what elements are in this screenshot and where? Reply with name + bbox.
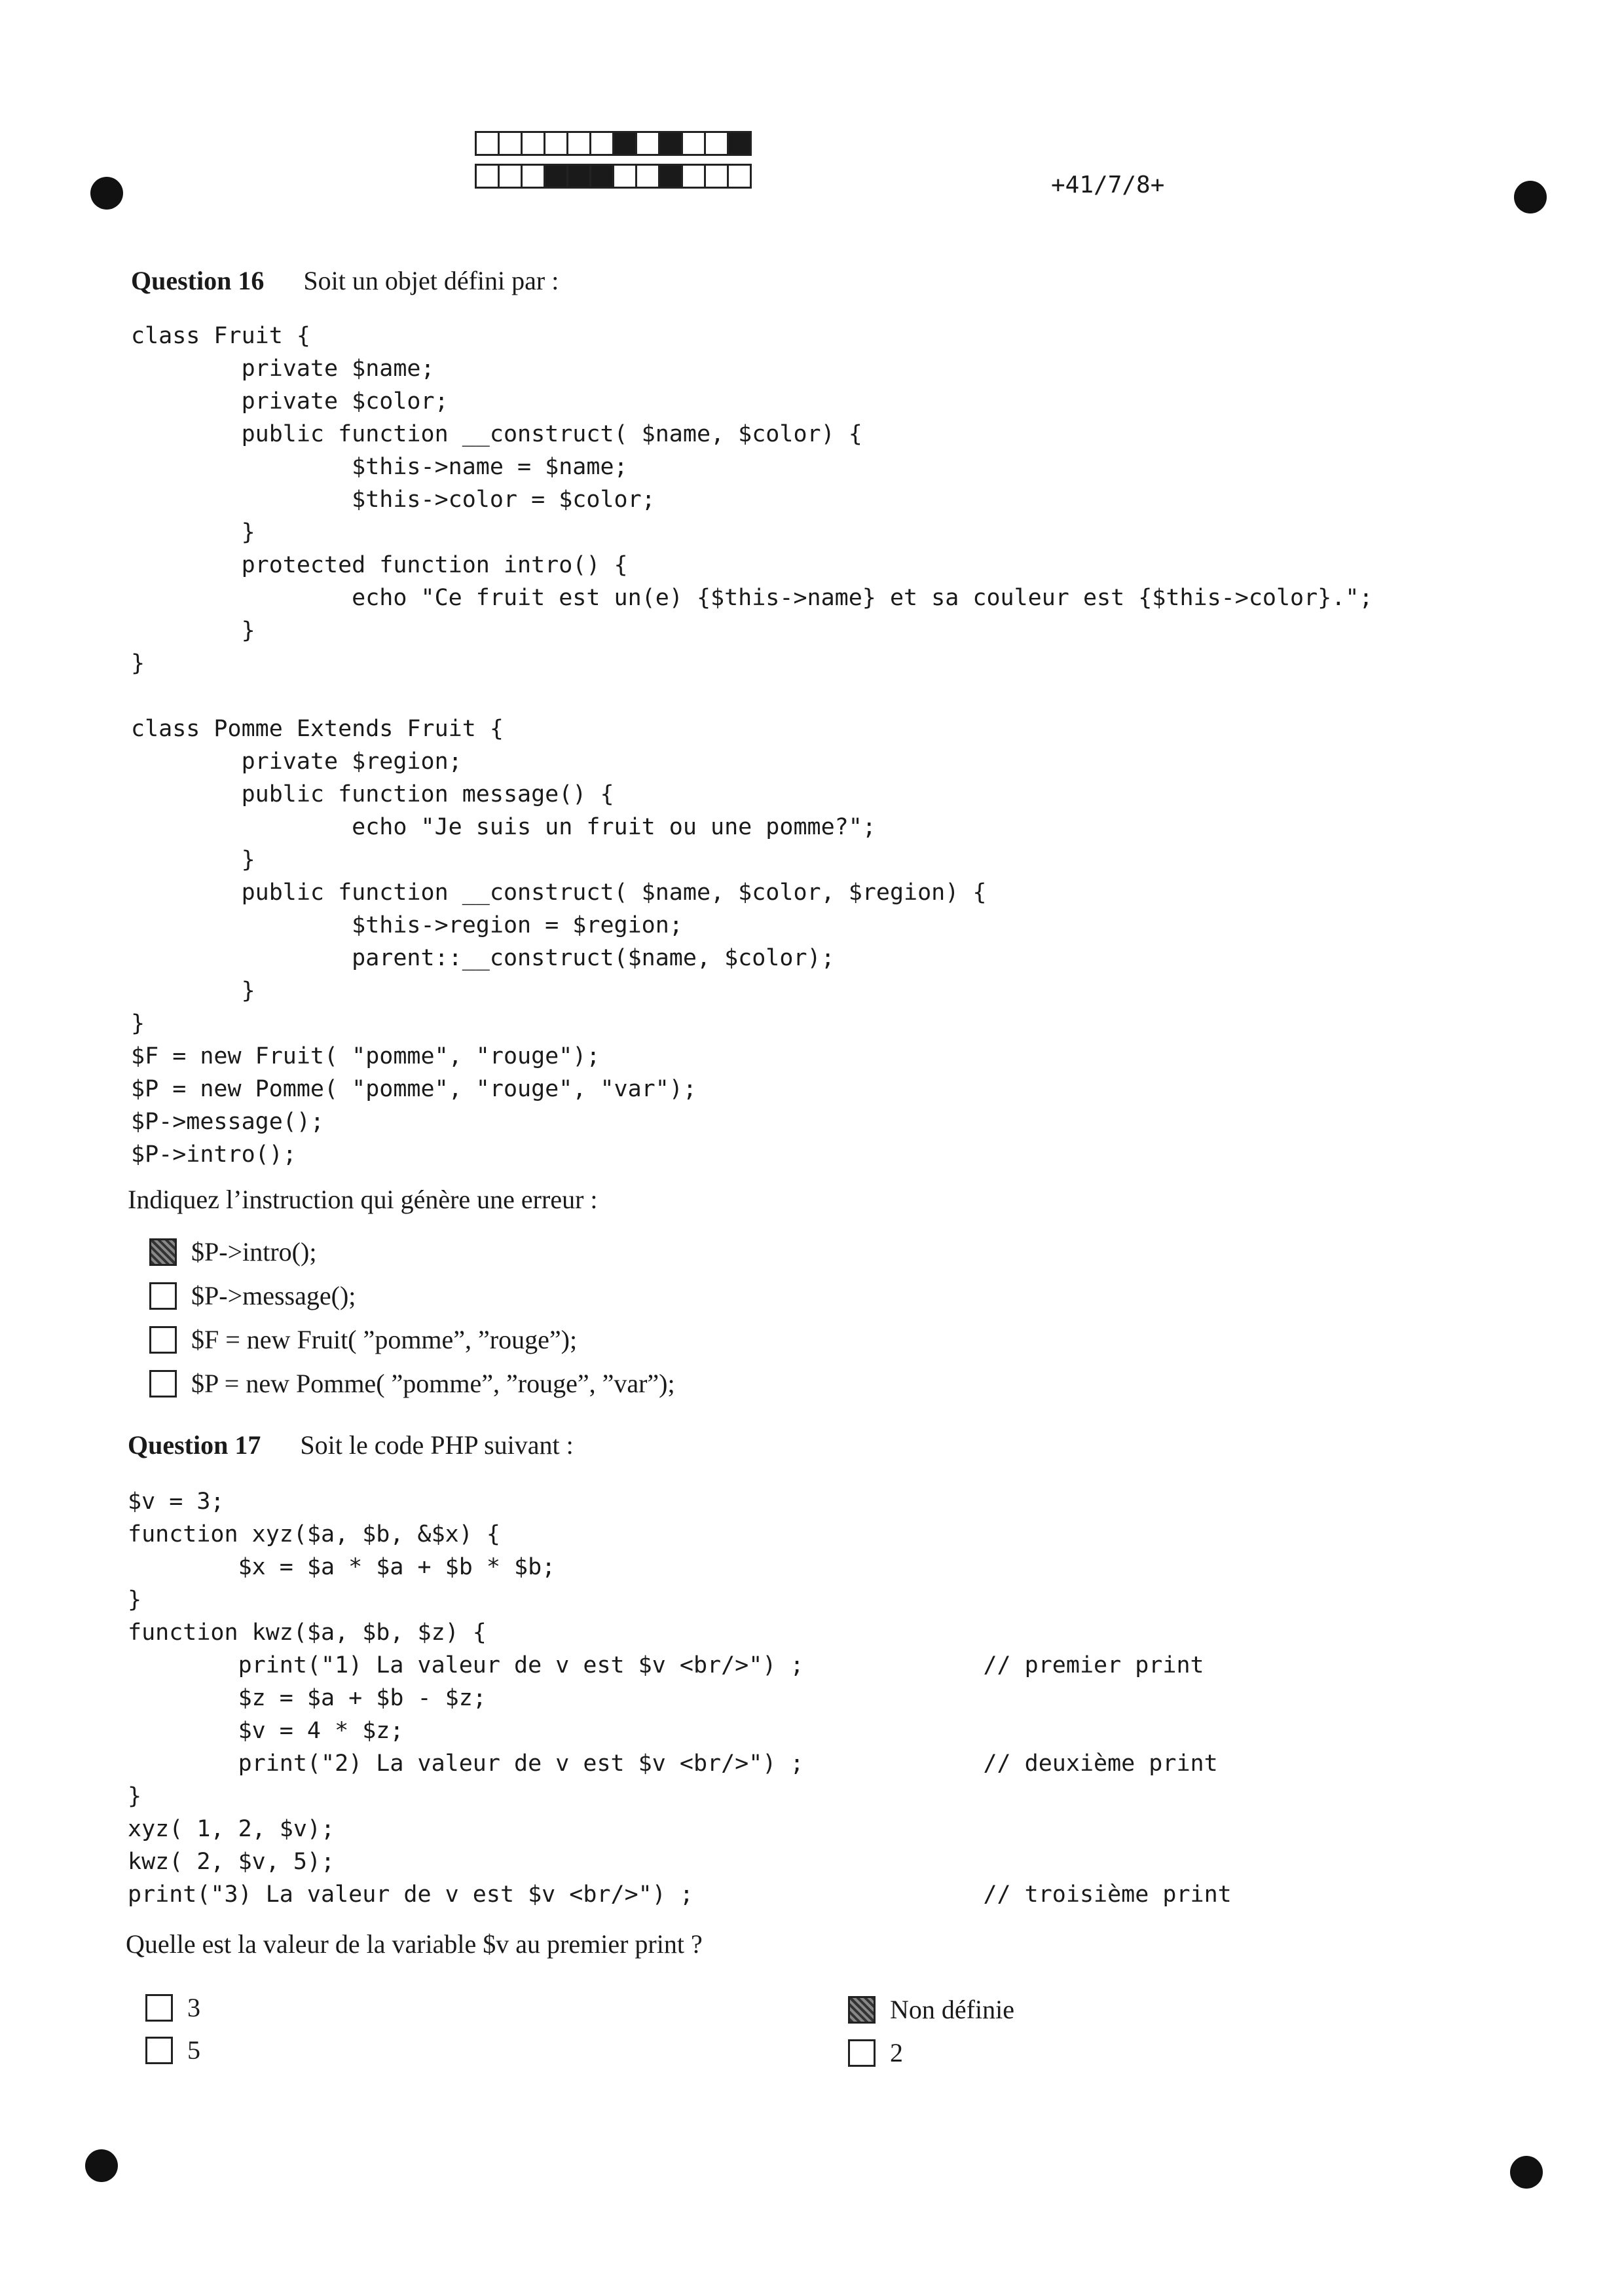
barcode-cell	[635, 131, 660, 156]
question-17-code: $v = 3; function xyz($a, $b, &$x) { $x = $a * $a + $b * $b; } function kwz($a, $b, $z) { print("1) La valeur de v est $v <br/>") ; // premier print $z = $a + $b - $z; $v = 4 * $z; print("2) La valeur de v est $v <br/>") ; // deuxième print } xyz( 1, 2, $v); kwz( 2, $v, 5); print("3) La valeur de v est $v <br/>") ; // troisième print	[128, 1489, 1232, 1908]
barcode-cell	[566, 164, 591, 189]
barcode-cell	[612, 164, 637, 189]
barcode-cell	[475, 164, 500, 189]
registration-dot-bottom-left	[85, 2149, 118, 2182]
barcode-cell	[475, 131, 500, 156]
q16-option-1[interactable]	[149, 1236, 316, 1267]
option-label: $P->intro();	[191, 1237, 317, 1267]
barcode-cell	[658, 131, 683, 156]
option-label: $P = new Pomme( ”pomme”, ”rouge”, ”var”);	[191, 1369, 675, 1398]
checkbox[interactable]	[149, 1282, 177, 1310]
barcode-cell	[635, 164, 660, 189]
question-16-heading	[131, 265, 559, 296]
option-label: 2	[890, 2038, 903, 2067]
question-label: Question 16	[131, 266, 265, 295]
barcode-cell	[521, 131, 545, 156]
checkbox[interactable]	[848, 1996, 876, 2024]
question-17-prompt: Quelle est la valeur de la variable $v au premier print ?	[126, 1929, 703, 1959]
checkbox[interactable]	[149, 1326, 177, 1354]
option-label: $F = new Fruit( ”pomme”, ”rouge”);	[191, 1325, 578, 1354]
barcode-cell	[658, 164, 683, 189]
barcode-row-2	[477, 164, 752, 189]
q17-option-4[interactable]	[848, 2037, 903, 2068]
checkbox[interactable]	[145, 1994, 173, 2022]
barcode-cell	[544, 164, 568, 189]
barcode-cell	[681, 131, 706, 156]
page-id: +41/7/8+	[1051, 172, 1165, 198]
checkbox[interactable]	[145, 2037, 173, 2064]
barcode-cell	[704, 164, 729, 189]
barcode-cell	[498, 131, 523, 156]
checkbox[interactable]	[149, 1238, 177, 1266]
barcode-cell	[566, 131, 591, 156]
barcode-cell	[727, 131, 752, 156]
option-label: 3	[187, 1993, 200, 2022]
q16-option-2[interactable]	[149, 1280, 356, 1311]
question-intro: Soit un objet défini par :	[303, 266, 559, 295]
checkbox[interactable]	[149, 1370, 177, 1398]
checkbox[interactable]	[848, 2039, 876, 2067]
q17-option-3[interactable]	[145, 2035, 200, 2065]
barcode-cell	[612, 131, 637, 156]
q16-option-3[interactable]	[149, 1324, 577, 1355]
q17-option-1[interactable]	[145, 1992, 200, 2023]
option-label: 5	[187, 2035, 200, 2065]
registration-dot-top-left	[90, 177, 123, 210]
barcode-cell	[589, 164, 614, 189]
barcode-cell	[498, 164, 523, 189]
q16-option-4[interactable]	[149, 1368, 675, 1399]
q17-option-2[interactable]	[848, 1994, 1014, 2025]
question-label: Question 17	[128, 1430, 261, 1460]
barcode-cell	[521, 164, 545, 189]
question-16-prompt: Indiquez l’instruction qui génère une erreur :	[128, 1185, 598, 1214]
barcode-cell	[589, 131, 614, 156]
question-intro: Soit le code PHP suivant :	[300, 1430, 574, 1460]
option-label: Non définie	[890, 1995, 1014, 2024]
barcode-cell	[727, 164, 752, 189]
barcode-cell	[544, 131, 568, 156]
question-16-code: class Fruit { private $name; private $color; public function __construct( $name, $color) { $this->name = $name; $this->color = $color; } protected function intro() { echo "Ce fruit est un(e) {$this->name} et sa couleur est {$this->color}."; } } class Pomme Extends Fruit { private $region; public function message() { echo "Je suis un fruit ou une pomme?"; } public function __construct( $name, $color, $region) { $this->region = $region; parent::__construct($name, $color); } } $F = new Fruit( "pomme", "rouge"); $P = new Pomme( "pomme", "rouge", "var"); $P->message(); $P->intro();	[131, 323, 1373, 1168]
registration-dot-bottom-right	[1510, 2156, 1543, 2189]
registration-dot-top-right	[1514, 181, 1547, 213]
barcode-cell	[681, 164, 706, 189]
question-17-heading	[128, 1430, 574, 1460]
barcode-row-1	[477, 131, 752, 156]
barcode-cell	[704, 131, 729, 156]
option-label: $P->message();	[191, 1281, 356, 1310]
